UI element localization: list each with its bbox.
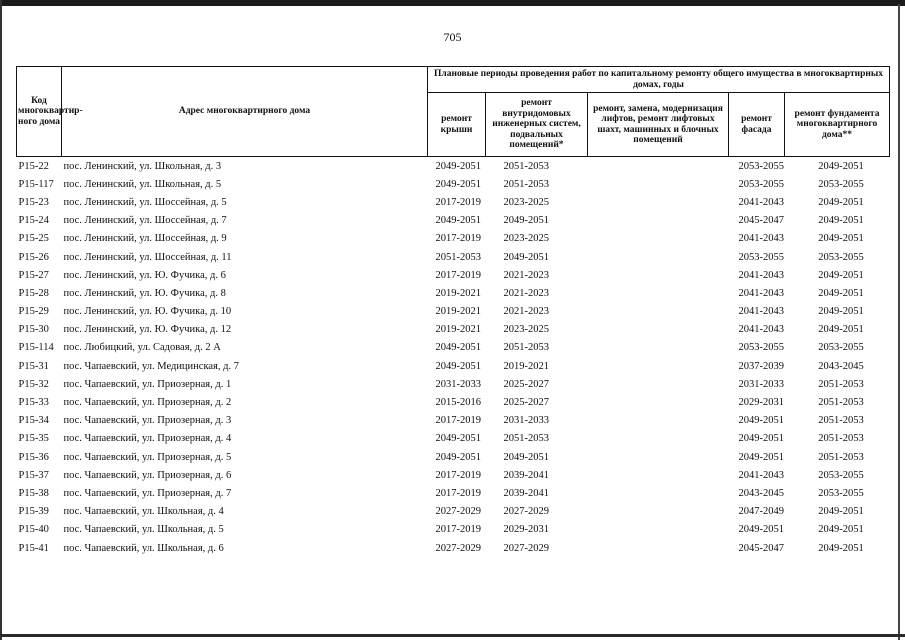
cell-code: P15-36 — [18, 451, 49, 463]
cell-address: пос. Чапаевский, ул. Школьная, д. 5 — [63, 524, 224, 536]
cell-facade: 2053-2055 — [738, 160, 784, 172]
table-row — [17, 484, 890, 502]
cell-roof: 2017-2019 — [435, 469, 481, 481]
cell-address: пос. Ленинский, ул. Шоссейная, д. 9 — [63, 233, 227, 245]
table-body — [17, 157, 890, 558]
cell-foundation: 2049-2051 — [818, 524, 864, 536]
cell-foundation: 2043-2045 — [818, 360, 864, 372]
cell-address: пос. Ленинский, ул. Шоссейная, д. 7 — [63, 215, 227, 227]
cell-roof: 2017-2019 — [435, 233, 481, 245]
cell-elevators — [588, 375, 729, 393]
table-row — [17, 193, 890, 211]
cell-facade: 2037-2039 — [738, 360, 784, 372]
cell-elevators — [588, 539, 729, 557]
table-row — [17, 393, 890, 411]
cell-facade: 2049-2051 — [738, 433, 784, 445]
cell-facade: 2041-2043 — [738, 269, 784, 281]
top-border-rule — [0, 0, 905, 6]
left-border-rule — [0, 0, 2, 640]
cell-foundation: 2049-2051 — [818, 160, 864, 172]
cell-facade: 2045-2047 — [738, 215, 784, 227]
cell-code: P15-35 — [18, 433, 49, 445]
cell-foundation: 2051-2053 — [818, 451, 864, 463]
cell-address: пос. Ленинский, ул. Шоссейная, д. 5 — [63, 196, 227, 208]
cell-address: пос. Чапаевский, ул. Приозерная, д. 4 — [63, 433, 232, 445]
cell-foundation: 2053-2055 — [818, 487, 864, 499]
cell-elevators — [588, 339, 729, 357]
table-row — [17, 266, 890, 284]
cell-elevators — [588, 412, 729, 430]
cell-roof: 2019-2021 — [435, 306, 481, 318]
header-address: Адрес многоквартирного дома — [62, 67, 428, 157]
cell-roof: 2015-2016 — [435, 397, 481, 409]
cell-roof: 2027-2029 — [435, 506, 481, 518]
cell-facade: 2041-2043 — [738, 196, 784, 208]
header-elevators: ремонт, замена, модернизация лифтов, ремонт лифтовых шахт, машинных и блочных помещений — [588, 93, 729, 157]
cell-elevators — [588, 430, 729, 448]
cell-facade: 2053-2055 — [738, 342, 784, 354]
cell-elevators — [588, 193, 729, 211]
header-engineering: ремонт внутридомовых инженерных систем, подвальных помещений* — [486, 93, 588, 157]
cell-engineering: 2025-2027 — [503, 397, 549, 409]
table-row — [17, 430, 890, 448]
cell-code: P15-41 — [18, 542, 49, 554]
table-header — [17, 67, 890, 157]
cell-address: пос. Чапаевский, ул. Приозерная, д. 2 — [63, 397, 232, 409]
cell-address: пос. Ленинский, ул. Шоссейная, д. 11 — [63, 251, 232, 263]
cell-address: пос. Чапаевский, ул. Школьная, д. 4 — [63, 506, 224, 518]
cell-foundation: 2049-2051 — [818, 196, 864, 208]
cell-foundation: 2051-2053 — [818, 433, 864, 445]
cell-elevators — [588, 484, 729, 502]
cell-elevators — [588, 248, 729, 266]
cell-code: P15-22 — [18, 160, 49, 172]
cell-facade: 2041-2043 — [738, 306, 784, 318]
bottom-border-rule — [0, 634, 905, 637]
cell-foundation: 2051-2053 — [818, 378, 864, 390]
cell-elevators — [588, 230, 729, 248]
cell-elevators — [588, 503, 729, 521]
cell-foundation: 2049-2051 — [818, 506, 864, 518]
cell-facade: 2041-2043 — [738, 469, 784, 481]
cell-foundation: 2049-2051 — [818, 215, 864, 227]
header-code: Код многоквартир-ного дома — [17, 67, 62, 157]
cell-address: пос. Ленинский, ул. Ю. Фучика, д. 12 — [63, 324, 232, 336]
cell-engineering: 2023-2025 — [503, 324, 549, 336]
cell-engineering: 2019-2021 — [503, 360, 549, 372]
cell-code: P15-33 — [18, 397, 49, 409]
cell-address: пос. Чапаевский, ул. Приозерная, д. 5 — [63, 451, 232, 463]
cell-roof: 2017-2019 — [435, 415, 481, 427]
cell-code: P15-39 — [18, 506, 49, 518]
cell-engineering: 2023-2025 — [503, 196, 549, 208]
table-row — [17, 284, 890, 302]
cell-engineering: 2049-2051 — [503, 451, 549, 463]
cell-code: P15-114 — [18, 342, 54, 354]
cell-code: P15-117 — [18, 178, 54, 190]
cell-address: пос. Чапаевский, ул. Приозерная, д. 7 — [63, 487, 232, 499]
cell-code: P15-25 — [18, 233, 49, 245]
cell-facade: 2053-2055 — [738, 251, 784, 263]
cell-facade: 2049-2051 — [738, 415, 784, 427]
cell-code: P15-32 — [18, 378, 49, 390]
cell-engineering: 2039-2041 — [503, 487, 549, 499]
cell-elevators — [588, 212, 729, 230]
cell-roof: 2019-2021 — [435, 324, 481, 336]
cell-engineering: 2051-2053 — [503, 178, 549, 190]
cell-address: пос. Ленинский, ул. Ю. Фучика, д. 10 — [63, 306, 232, 318]
cell-address: пос. Ленинский, ул. Ю. Фучика, д. 8 — [63, 287, 226, 299]
cell-roof: 2017-2019 — [435, 487, 481, 499]
cell-facade: 2047-2049 — [738, 506, 784, 518]
cell-address: пос. Любицкий, ул. Садовая, д. 2 А — [63, 342, 221, 354]
cell-engineering: 2051-2053 — [503, 433, 549, 445]
cell-foundation: 2049-2051 — [818, 542, 864, 554]
cell-foundation: 2053-2055 — [818, 342, 864, 354]
cell-roof: 2049-2051 — [435, 342, 481, 354]
cell-foundation: 2053-2055 — [818, 251, 864, 263]
table-row — [17, 539, 890, 557]
table-row — [17, 175, 890, 193]
cell-facade: 2049-2051 — [738, 451, 784, 463]
header-roof: ремонт крыши — [428, 93, 486, 157]
cell-address: пос. Чапаевский, ул. Медицинская, д. 7 — [63, 360, 239, 372]
cell-facade: 2041-2043 — [738, 324, 784, 336]
cell-roof: 2031-2033 — [435, 378, 481, 390]
cell-foundation: 2053-2055 — [818, 469, 864, 481]
table-row — [17, 321, 890, 339]
cell-elevators — [588, 175, 729, 193]
cell-roof: 2049-2051 — [435, 360, 481, 372]
cell-code: P15-38 — [18, 487, 49, 499]
cell-foundation: 2049-2051 — [818, 306, 864, 318]
cell-foundation: 2049-2051 — [818, 233, 864, 245]
table-row — [17, 412, 890, 430]
cell-roof: 2049-2051 — [435, 451, 481, 463]
cell-code: P15-24 — [18, 215, 49, 227]
cell-engineering: 2031-2033 — [503, 415, 549, 427]
cell-facade: 2041-2043 — [738, 233, 784, 245]
cell-foundation: 2051-2053 — [818, 397, 864, 409]
cell-elevators — [588, 303, 729, 321]
cell-elevators — [588, 521, 729, 539]
cell-elevators — [588, 357, 729, 375]
cell-engineering: 2049-2051 — [503, 215, 549, 227]
cell-facade: 2045-2047 — [738, 542, 784, 554]
right-border-rule — [898, 4, 900, 640]
cell-roof: 2019-2021 — [435, 287, 481, 299]
cell-roof: 2049-2051 — [435, 160, 481, 172]
table-row — [17, 230, 890, 248]
cell-roof: 2049-2051 — [435, 178, 481, 190]
cell-roof: 2049-2051 — [435, 215, 481, 227]
cell-roof: 2017-2019 — [435, 524, 481, 536]
cell-elevators — [588, 393, 729, 411]
cell-foundation: 2051-2053 — [818, 415, 864, 427]
cell-engineering: 2029-2031 — [503, 524, 549, 536]
cell-facade: 2029-2031 — [738, 397, 784, 409]
cell-roof: 2049-2051 — [435, 433, 481, 445]
cell-address: пос. Чапаевский, ул. Школьная, д. 6 — [63, 542, 224, 554]
cell-foundation: 2049-2051 — [818, 324, 864, 336]
cell-code: P15-37 — [18, 469, 49, 481]
cell-roof: 2051-2053 — [435, 251, 481, 263]
cell-engineering: 2051-2053 — [503, 160, 549, 172]
cell-elevators — [588, 448, 729, 466]
cell-code: P15-34 — [18, 415, 49, 427]
cell-facade: 2031-2033 — [738, 378, 784, 390]
cell-address: пос. Ленинский, ул. Ю. Фучика, д. 6 — [63, 269, 226, 281]
table-row — [17, 503, 890, 521]
cell-roof: 2017-2019 — [435, 196, 481, 208]
cell-engineering: 2049-2051 — [503, 251, 549, 263]
cell-foundation: 2049-2051 — [818, 269, 864, 281]
cell-facade: 2041-2043 — [738, 287, 784, 299]
cell-facade: 2049-2051 — [738, 524, 784, 536]
cell-engineering: 2023-2025 — [503, 233, 549, 245]
table-row — [17, 521, 890, 539]
cell-elevators — [588, 466, 729, 484]
table-row — [17, 212, 890, 230]
cell-roof: 2027-2029 — [435, 542, 481, 554]
cell-engineering: 2021-2023 — [503, 287, 549, 299]
cell-code: P15-30 — [18, 324, 49, 336]
cell-engineering: 2021-2023 — [503, 306, 549, 318]
table-row — [17, 375, 890, 393]
table-row — [17, 157, 890, 176]
cell-foundation: 2049-2051 — [818, 287, 864, 299]
cell-code: P15-26 — [18, 251, 49, 263]
cell-code: P15-23 — [18, 196, 49, 208]
cell-engineering: 2051-2053 — [503, 342, 549, 354]
cell-code: P15-40 — [18, 524, 49, 536]
header-periods-group: Плановые периоды проведения работ по капитальному ремонту общего имущества в многоквартирных домах, годы — [428, 67, 890, 93]
table-row — [17, 303, 890, 321]
cell-address: пос. Чапаевский, ул. Приозерная, д. 6 — [63, 469, 232, 481]
cell-engineering: 2039-2041 — [503, 469, 549, 481]
table-row — [17, 466, 890, 484]
table-row — [17, 448, 890, 466]
capital-repair-schedule-table — [16, 66, 890, 557]
cell-elevators — [588, 266, 729, 284]
cell-code: P15-31 — [18, 360, 49, 372]
cell-code: P15-27 — [18, 269, 49, 281]
cell-engineering: 2027-2029 — [503, 542, 549, 554]
cell-elevators — [588, 157, 729, 176]
cell-address: пос. Ленинский, ул. Школьная, д. 5 — [63, 178, 222, 190]
table-row — [17, 339, 890, 357]
cell-facade: 2043-2045 — [738, 487, 784, 499]
cell-roof: 2017-2019 — [435, 269, 481, 281]
cell-address: пос. Чапаевский, ул. Приозерная, д. 3 — [63, 415, 232, 427]
cell-code: P15-29 — [18, 306, 49, 318]
cell-foundation: 2053-2055 — [818, 178, 864, 190]
cell-engineering: 2027-2029 — [503, 506, 549, 518]
cell-facade: 2053-2055 — [738, 178, 784, 190]
table-row — [17, 357, 890, 375]
cell-address: пос. Чапаевский, ул. Приозерная, д. 1 — [63, 378, 232, 390]
page-number: 705 — [443, 30, 462, 44]
cell-elevators — [588, 321, 729, 339]
header-foundation: ремонт фундамента многоквартирного дома** — [785, 93, 890, 157]
cell-elevators — [588, 284, 729, 302]
cell-address: пос. Ленинский, ул. Школьная, д. 3 — [63, 160, 222, 172]
cell-code: P15-28 — [18, 287, 49, 299]
cell-engineering: 2021-2023 — [503, 269, 549, 281]
header-facade: ремонт фасада — [729, 93, 785, 157]
cell-engineering: 2025-2027 — [503, 378, 549, 390]
table-row — [17, 248, 890, 266]
